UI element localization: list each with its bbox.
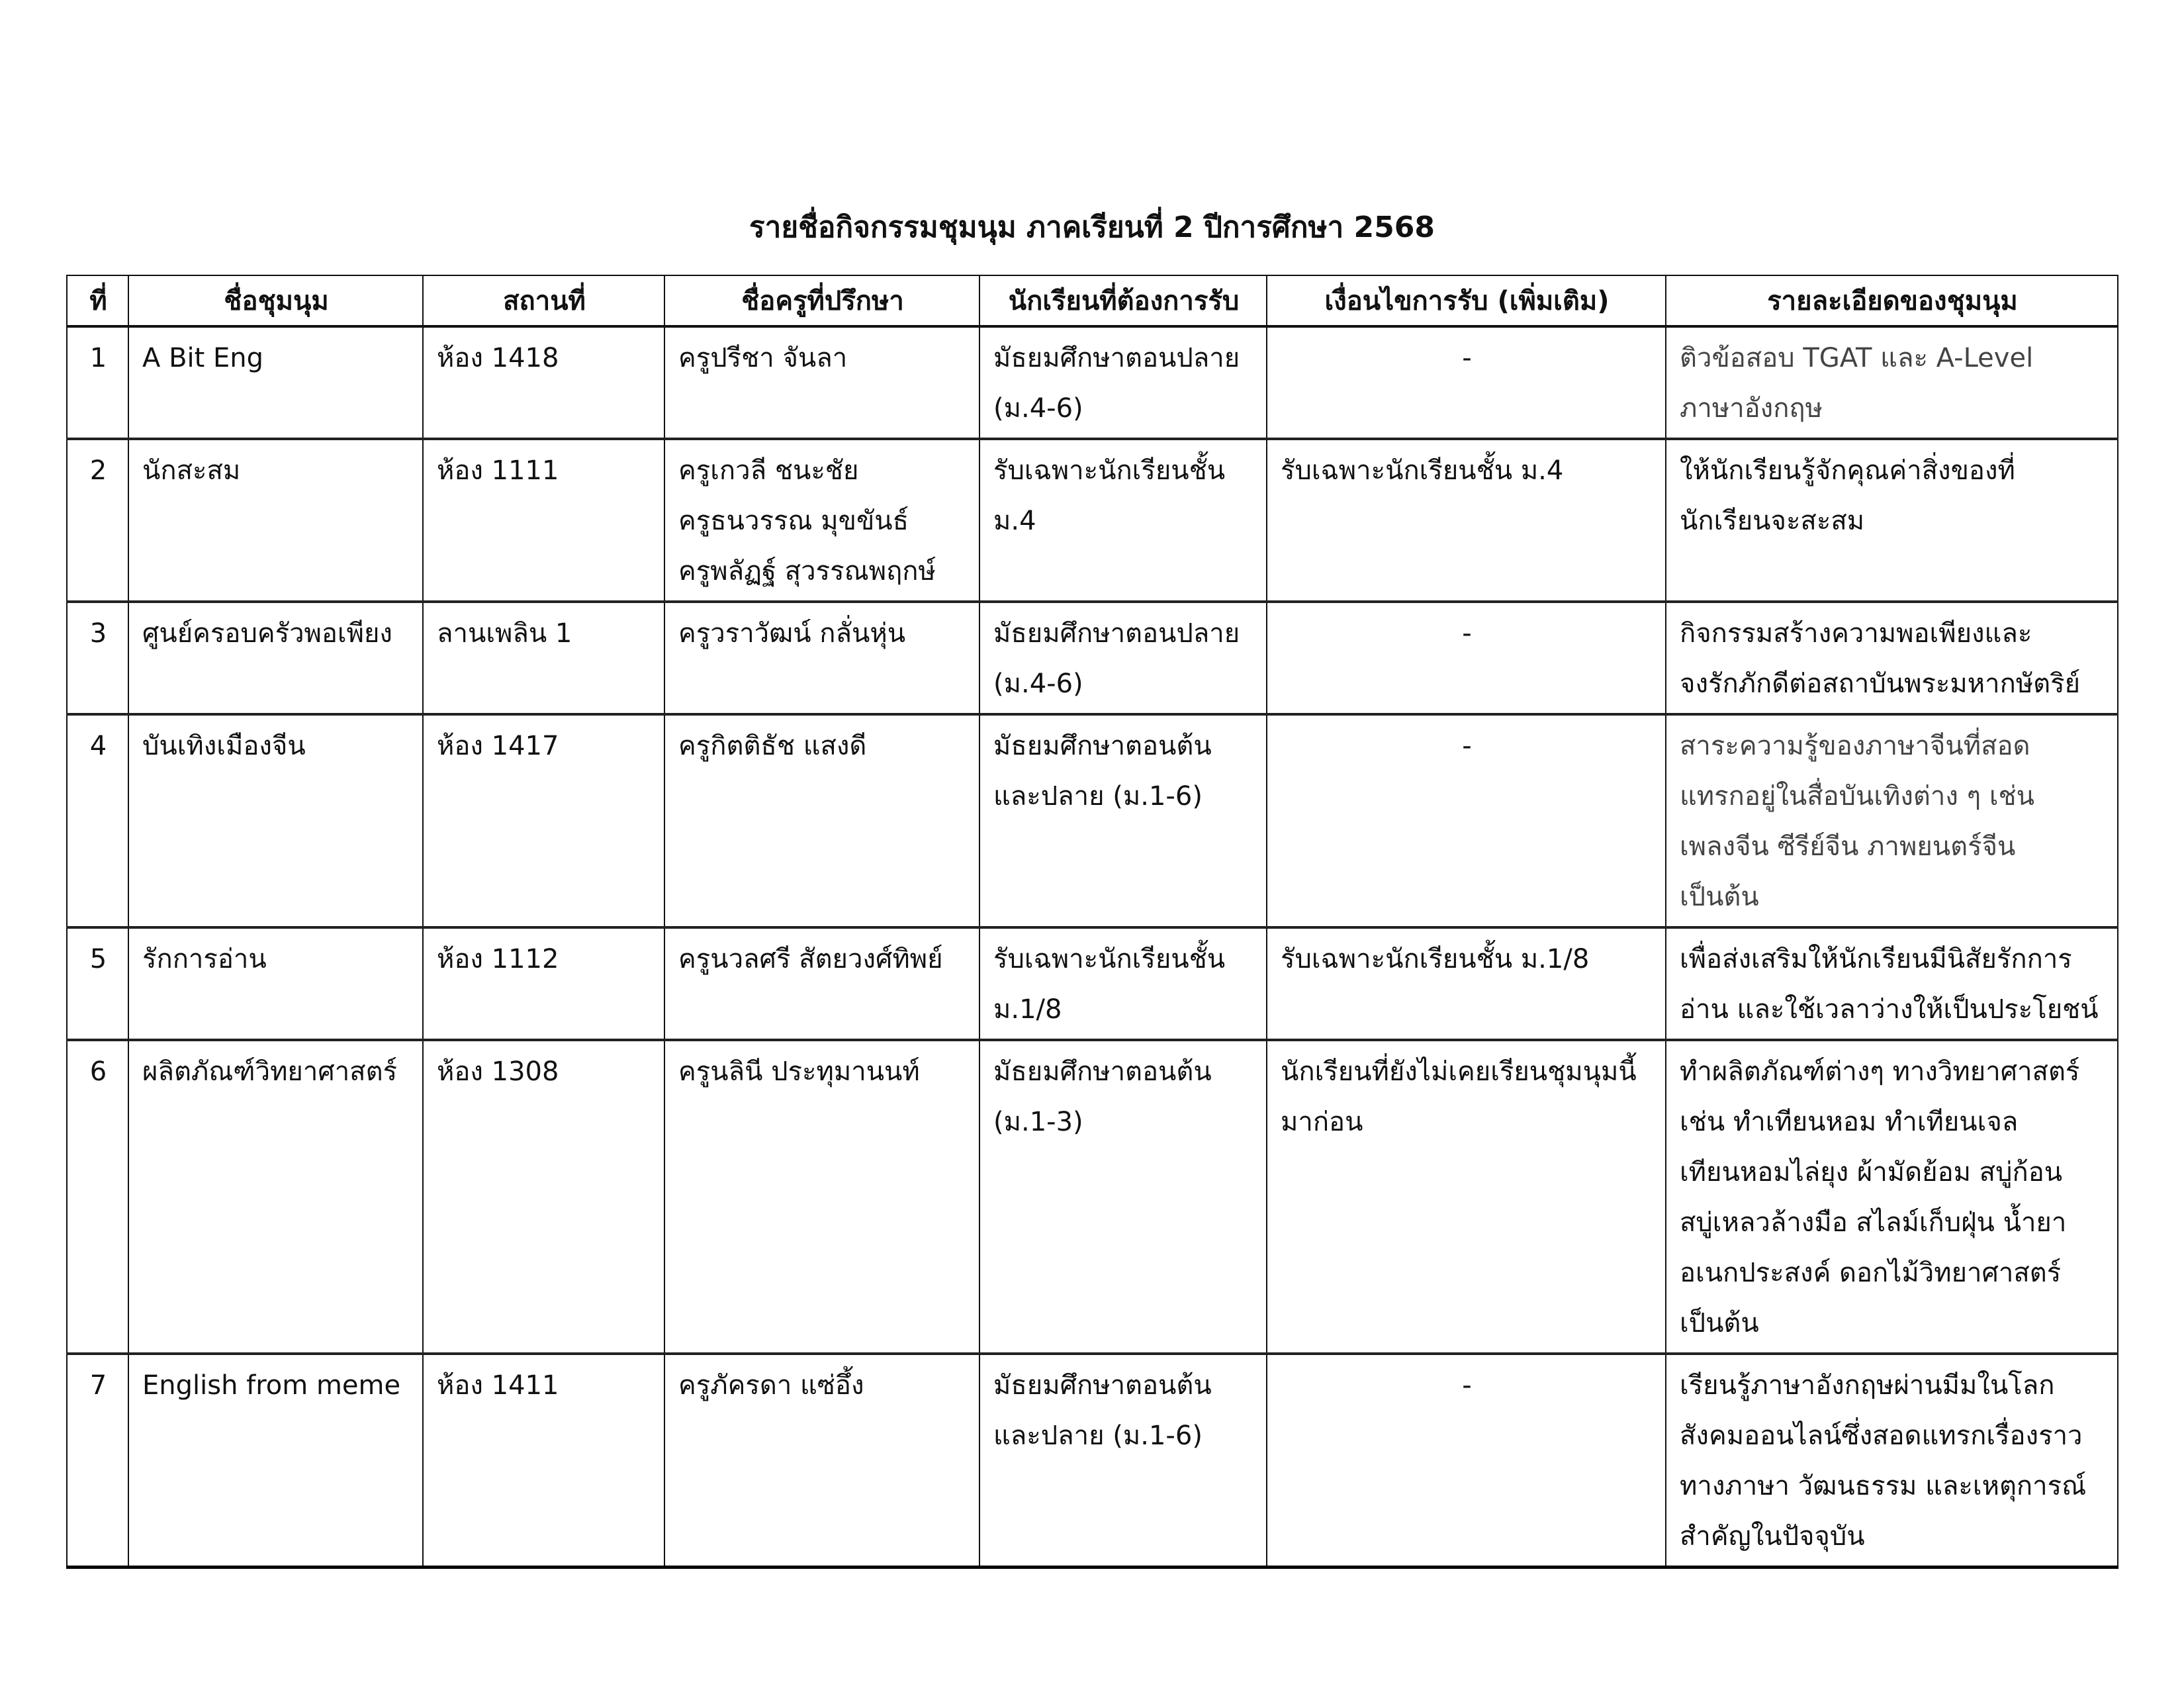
cell-conditions <box>1267 927 1666 1040</box>
students-line: และปลาย (ม.1-6) <box>993 1421 1203 1451</box>
cell-target-students <box>979 927 1267 1040</box>
advisor-name: ครูภัครดา แซ่อึ้ง <box>678 1370 864 1401</box>
students-line: ม.4 <box>993 506 1036 536</box>
cell-target-students <box>979 602 1267 714</box>
table-row <box>67 714 2118 927</box>
advisor-name: ครูธนวรรณ มุขขันธ์ <box>678 506 909 536</box>
cell-club-name: บันเทิงเมืองจีน <box>128 714 423 927</box>
students-line: ม.1/8 <box>993 994 1062 1025</box>
header-club-name: ชื่อชุมนุม <box>128 275 423 326</box>
conditions-line: - <box>1462 1370 1472 1401</box>
details-line: เพลงจีน ซีรีย์จีน ภาพยนตร์จีน <box>1680 831 2016 862</box>
cell-advisors <box>664 602 979 714</box>
table-row <box>67 326 2118 439</box>
cell-advisors <box>664 927 979 1040</box>
advisor-name: ครูกิตติธัช แสงดี <box>678 731 867 761</box>
cell-no: 7 <box>67 1354 128 1568</box>
students-line: มัธยมศึกษาตอนปลาย <box>993 343 1240 373</box>
cell-details <box>1666 439 2118 602</box>
club-activity-table <box>66 275 2118 1569</box>
details-line: สบู่เหลวล้างมือ สไลม์เก็บฝุ่น น้ำยา <box>1680 1207 2067 1238</box>
details-line: อ่าน และใช้เวลาว่างให้เป็นประโยชน์ <box>1680 994 2099 1025</box>
cell-details <box>1666 927 2118 1040</box>
cell-club-name: รักการอ่าน <box>128 927 423 1040</box>
details-line: จงรักภักดีต่อสถาบันพระมหากษัตริย์ <box>1680 669 2081 699</box>
cell-details <box>1666 1354 2118 1568</box>
students-line: มัธยมศึกษาตอนต้น <box>993 1370 1212 1401</box>
cell-location: ลานเพลิน 1 <box>423 602 664 714</box>
header-advisor: ชื่อครูที่ปรึกษา <box>664 275 979 326</box>
advisor-name: ครูเกวลี ชนะชัย <box>678 455 859 486</box>
students-line: (ม.4-6) <box>993 393 1083 424</box>
cell-conditions <box>1267 1354 1666 1568</box>
details-line: ทำผลิตภัณฑ์ต่างๆ ทางวิทยาศาสตร์ <box>1680 1056 2080 1087</box>
table-row <box>67 439 2118 602</box>
header-no: ที่ <box>67 275 128 326</box>
cell-no: 5 <box>67 927 128 1040</box>
students-line: (ม.4-6) <box>993 669 1083 699</box>
students-line: มัธยมศึกษาตอนปลาย <box>993 618 1240 649</box>
cell-conditions <box>1267 714 1666 927</box>
advisor-name: ครูวราวัฒน์ กลั่นหุ่น <box>678 618 906 649</box>
cell-club-name: A Bit Eng <box>128 326 423 439</box>
conditions-line: รับเฉพาะนักเรียนชั้น ม.4 <box>1281 455 1564 486</box>
cell-target-students <box>979 1040 1267 1354</box>
students-line: และปลาย (ม.1-6) <box>993 781 1203 812</box>
cell-details <box>1666 1040 2118 1354</box>
students-line: มัธยมศึกษาตอนต้น <box>993 1056 1212 1087</box>
details-line: เป็นต้น <box>1680 882 1759 912</box>
details-line: สังคมออนไลน์ซึ่งสอดแทรกเรื่องราว <box>1680 1421 2083 1451</box>
cell-location: ห้อง 1308 <box>423 1040 664 1354</box>
cell-conditions <box>1267 326 1666 439</box>
details-line: เพื่อส่งเสริมให้นักเรียนมีนิสัยรักการ <box>1680 944 2072 974</box>
cell-conditions <box>1267 602 1666 714</box>
table-row <box>67 1040 2118 1354</box>
cell-club-name: ศูนย์ครอบครัวพอเพียง <box>128 602 423 714</box>
table-row <box>67 1354 2118 1568</box>
table-row <box>67 927 2118 1040</box>
cell-target-students <box>979 326 1267 439</box>
conditions-line: มาก่อน <box>1281 1107 1363 1137</box>
cell-location: ห้อง 1411 <box>423 1354 664 1568</box>
cell-location: ห้อง 1111 <box>423 439 664 602</box>
page-title: รายชื่อกิจกรรมชุมนุม ภาคเรียนที่ 2 ปีการศึกษา 2568 <box>749 211 1435 244</box>
details-line: สาระความรู้ของภาษาจีนที่สอด <box>1680 731 2030 761</box>
details-line: ติวข้อสอบ TGAT และ A-Level <box>1680 343 2034 373</box>
details-line: ภาษาอังกฤษ <box>1680 393 1823 424</box>
header-conditions: เงื่อนไขการรับ (เพิ่มเติม) <box>1267 275 1666 326</box>
cell-advisors <box>664 1040 979 1354</box>
students-line: รับเฉพาะนักเรียนชั้น <box>993 455 1226 486</box>
header-details: รายละเอียดของชุมนุม <box>1666 275 2118 326</box>
cell-advisors <box>664 326 979 439</box>
cell-no: 2 <box>67 439 128 602</box>
students-line: รับเฉพาะนักเรียนชั้น <box>993 944 1226 974</box>
cell-advisors <box>664 439 979 602</box>
details-line: ให้นักเรียนรู้จักคุณค่าสิ่งของที่ <box>1680 455 2015 486</box>
cell-no: 3 <box>67 602 128 714</box>
cell-advisors <box>664 714 979 927</box>
cell-club-name: นักสะสม <box>128 439 423 602</box>
cell-no: 1 <box>67 326 128 439</box>
students-line: (ม.1-3) <box>993 1107 1083 1137</box>
details-line: เทียนหอมไล่ยุง ผ้ามัดย้อม สบู่ก้อน <box>1680 1157 2063 1188</box>
cell-conditions <box>1267 439 1666 602</box>
conditions-line: - <box>1462 618 1472 649</box>
cell-club-name: English from meme <box>128 1354 423 1568</box>
advisor-name: ครูพลัฏฐ์ สุวรรณพฤกษ์ <box>678 556 936 586</box>
cell-location: ห้อง 1112 <box>423 927 664 1040</box>
cell-no: 4 <box>67 714 128 927</box>
cell-advisors <box>664 1354 979 1568</box>
details-line: อเนกประสงค์ ดอกไม้วิทยาศาสตร์ <box>1680 1258 2062 1288</box>
cell-target-students <box>979 1354 1267 1568</box>
header-target-students: นักเรียนที่ต้องการรับ <box>979 275 1267 326</box>
cell-location: ห้อง 1418 <box>423 326 664 439</box>
cell-target-students <box>979 439 1267 602</box>
cell-details <box>1666 326 2118 439</box>
details-line: เช่น ทำเทียนหอม ทำเทียนเจล <box>1680 1107 2019 1137</box>
advisor-name: ครูนวลศรี สัตยวงศ์ทิพย์ <box>678 944 943 974</box>
cell-location: ห้อง 1417 <box>423 714 664 927</box>
conditions-line: รับเฉพาะนักเรียนชั้น ม.1/8 <box>1281 944 1590 974</box>
header-location: สถานที่ <box>423 275 664 326</box>
table-row <box>67 602 2118 714</box>
cell-conditions <box>1267 1040 1666 1354</box>
details-line: กิจกรรมสร้างความพอเพียงและ <box>1680 618 2032 649</box>
cell-no: 6 <box>67 1040 128 1354</box>
cell-details <box>1666 714 2118 927</box>
conditions-line: - <box>1462 343 1472 373</box>
cell-target-students <box>979 714 1267 927</box>
students-line: มัธยมศึกษาตอนต้น <box>993 731 1212 761</box>
advisor-name: ครูนลินี ประทุมานนท์ <box>678 1056 920 1087</box>
cell-details <box>1666 602 2118 714</box>
conditions-line: นักเรียนที่ยังไม่เคยเรียนชุมนุมนี้ <box>1281 1056 1637 1087</box>
details-line: แทรกอยู่ในสื่อบันเทิงต่าง ๆ เช่น <box>1680 781 2034 812</box>
details-line: นักเรียนจะสะสม <box>1680 506 1865 536</box>
details-line: เรียนรู้ภาษาอังกฤษผ่านมีมในโลก <box>1680 1370 2055 1401</box>
advisor-name: ครูปรีชา จันลา <box>678 343 848 373</box>
conditions-line: - <box>1462 731 1472 761</box>
details-line: สำคัญในปัจจุบัน <box>1680 1521 1865 1552</box>
table-header-row <box>67 275 2118 326</box>
cell-club-name: ผลิตภัณฑ์วิทยาศาสตร์ <box>128 1040 423 1354</box>
details-line: เป็นต้น <box>1680 1308 1759 1338</box>
details-line: ทางภาษา วัฒนธรรม และเหตุการณ์ <box>1680 1471 2087 1501</box>
